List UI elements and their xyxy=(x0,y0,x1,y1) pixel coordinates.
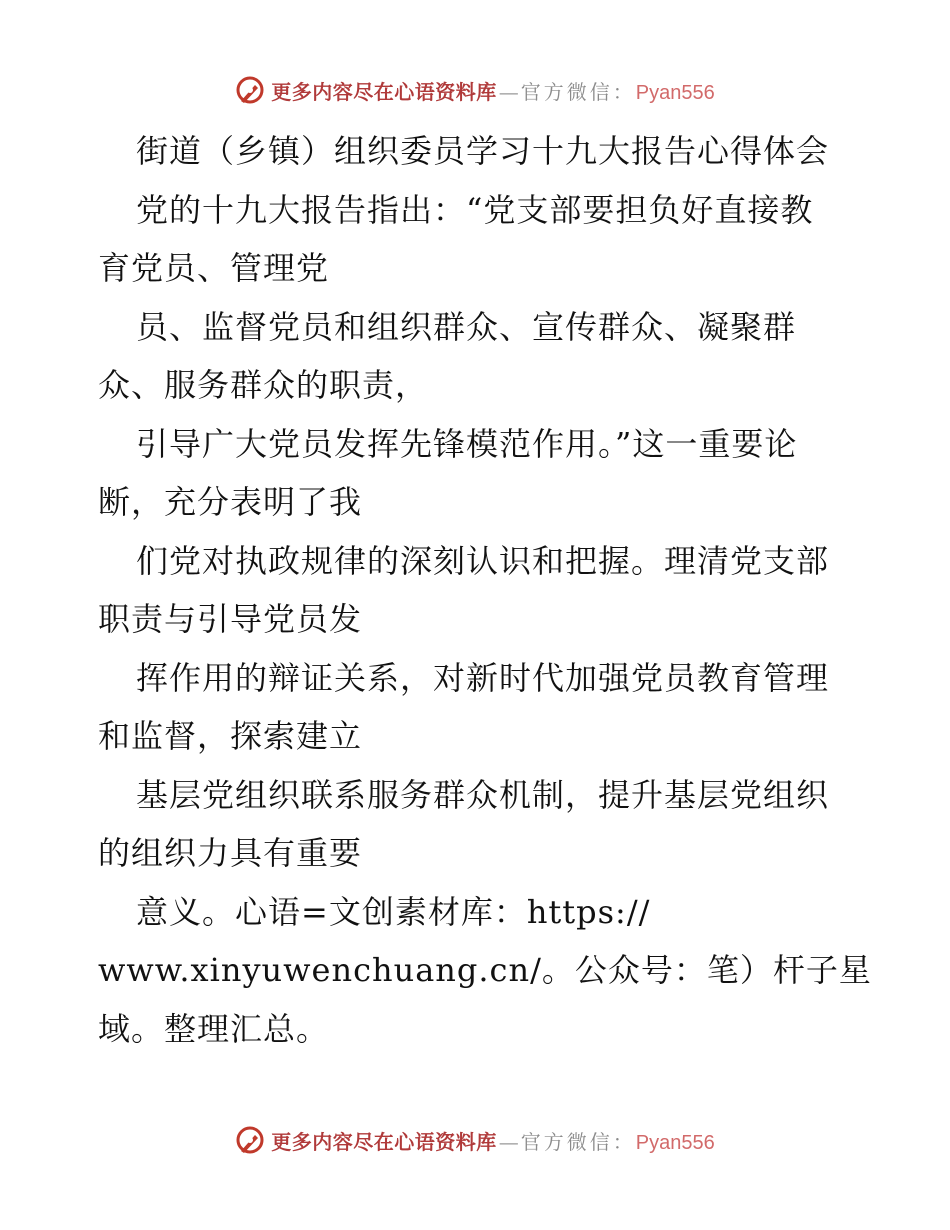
text-line: 挥作用的辩证关系，对新时代加强党员教育管理 xyxy=(136,658,830,697)
document-title: 街道（乡镇）组织委员学习十九大报告心得体会 xyxy=(136,132,830,170)
text-line: 的组织力具有重要 xyxy=(98,834,363,872)
banner-brand: 更多内容尽在心语资料库 xyxy=(271,1129,497,1154)
banner-text xyxy=(271,76,714,105)
pen-logo-icon xyxy=(235,75,265,105)
text-line: 引导广大党员发挥先锋模范作用。”这一重要论 xyxy=(136,424,798,463)
text-line: 基层党组织联系服务群众机制，提升基层党组织 xyxy=(136,775,830,814)
text-line: 育党员、管理党 xyxy=(98,249,330,287)
text-line: 职责与引导党员发 xyxy=(98,600,363,638)
header-banner xyxy=(0,70,950,110)
banner-wechat-id: Pyan556 xyxy=(635,1131,715,1154)
banner-separator: — xyxy=(498,1129,519,1154)
text-line: 众、服务群众的职责， xyxy=(98,366,429,404)
document-body xyxy=(98,122,872,1058)
banner-text xyxy=(271,1126,714,1155)
text-line: 和监督，探索建立 xyxy=(98,717,363,755)
text-line: 员、监督党员和组织群众、宣传群众、凝聚群 xyxy=(136,307,797,346)
banner-official-label: 官方微信： xyxy=(520,1129,636,1154)
pen-logo-icon xyxy=(235,1125,265,1155)
text-line: 意义。心语=文创素材库：https:// xyxy=(136,892,651,931)
banner-wechat-id: Pyan556 xyxy=(635,81,715,104)
text-line: 们党对执政规律的深刻认识和把握。理清党支部 xyxy=(136,541,830,580)
banner-brand: 更多内容尽在心语资料库 xyxy=(271,79,497,104)
text-line: 党的十九大报告指出：“党支部要担负好直接教 xyxy=(136,190,814,229)
text-line: www.xinyuwenchuang.cn/。公众号：笔）杆子星 xyxy=(98,951,872,989)
footer-banner xyxy=(0,1120,950,1160)
text-line: 域。整理汇总。 xyxy=(98,1009,330,1048)
text-line: 断，充分表明了我 xyxy=(98,483,363,521)
banner-official-label: 官方微信： xyxy=(520,79,636,104)
banner-separator: — xyxy=(498,79,519,104)
